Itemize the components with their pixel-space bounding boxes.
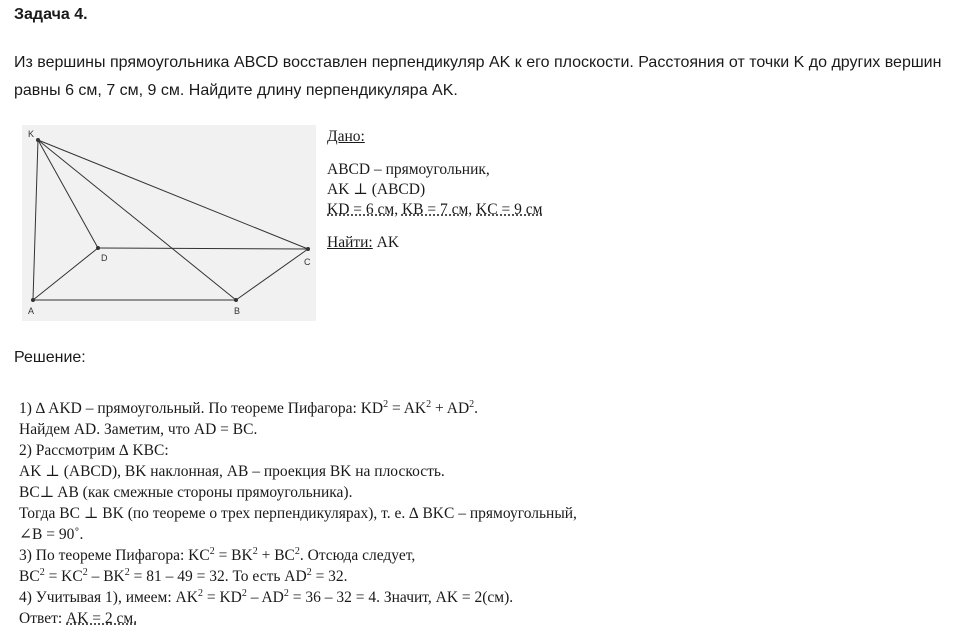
edge-kd bbox=[38, 140, 98, 248]
label-k: K bbox=[28, 129, 35, 139]
solution-heading: Решение: bbox=[14, 349, 86, 366]
point-k bbox=[36, 138, 40, 142]
answer-line bbox=[19, 608, 577, 629]
solution-line-10: 4) Учитывая 1), имеем: $AK^2 = KD^2 - AD^2 = 36 - 32 = 4$. Значит, AK = 2(см). bbox=[19, 587, 514, 606]
pyramid-diagram bbox=[22, 125, 316, 321]
label-d: D bbox=[101, 253, 108, 263]
find-value: AK bbox=[376, 234, 400, 251]
given-line-2: AK ⊥ (ABCD) bbox=[327, 181, 426, 198]
given-kb: KB = 7 см, bbox=[401, 201, 473, 218]
given-kc: KC = 9 см bbox=[476, 201, 543, 218]
answer-label: Ответ: bbox=[19, 610, 67, 627]
given-line-1: ABCD – прямоугольник, bbox=[327, 161, 490, 178]
find-label: Найти: bbox=[327, 234, 373, 251]
solution-line-4: AK ⊥ (ABCD), BK наклонная, AB – проекция BK на плоскость. bbox=[19, 463, 445, 480]
problem-statement: Из вершины прямоугольника ABCD восставлен перпендикуляр АK к его плоскости. Расстояния от точки K до других вершин равны 6 см, 7 см, 9 см. Найдите длину перпендикуляра АK. bbox=[14, 54, 942, 99]
point-a bbox=[31, 298, 35, 302]
label-b: B bbox=[234, 306, 241, 316]
point-b bbox=[234, 298, 238, 302]
solution-line-2: Найдем AD. Заметим, что AD = BC. bbox=[19, 421, 258, 438]
label-a: A bbox=[28, 306, 35, 316]
solution-line-9: $BC^2 = KC^2 - BK^2 = 81 - 49 = 32$. То есть $AD^2 = 32$. bbox=[19, 566, 348, 585]
solution-line-7: ∠B = 90˚. bbox=[19, 526, 84, 543]
point-d bbox=[96, 246, 100, 250]
answer-value: AK = 2 см. bbox=[66, 610, 138, 627]
given-block bbox=[327, 127, 542, 253]
solution-line-6: Тогда BC ⊥ BK (по теореме о трех перпендикулярах), т. е. ∆ BKC – прямоугольный, bbox=[19, 505, 577, 522]
solution-line-1: 1) ∆ AKD – прямоугольный. По теореме Пифагора: $KD^2 = AK^2 + AD^2$. bbox=[19, 398, 479, 417]
edge-ka bbox=[33, 140, 38, 300]
solution-line-8: 3) По теореме Пифагора: $KC^2 = BK^2 + BC^2$. Отсюда следует, bbox=[19, 545, 416, 564]
edge-kb bbox=[38, 140, 236, 300]
given-distances bbox=[327, 200, 542, 220]
task-title: Задача 4. bbox=[14, 6, 88, 23]
solution-line-5: BC⊥ AB (как смежные стороны прямоугольника). bbox=[19, 484, 353, 501]
edge-kc bbox=[38, 140, 308, 249]
point-c bbox=[306, 247, 310, 251]
label-c: C bbox=[304, 257, 311, 267]
given-heading: Дано: bbox=[327, 128, 365, 145]
solution-body bbox=[19, 398, 577, 629]
edge-dc bbox=[98, 248, 308, 249]
given-kd: KD = 6 см, bbox=[327, 201, 399, 218]
edge-bc bbox=[236, 249, 308, 300]
edge-ad bbox=[33, 248, 98, 300]
solution-line-3: 2) Рассмотрим ∆ KBC: bbox=[19, 442, 169, 459]
geometry-figure bbox=[22, 125, 316, 321]
find-row bbox=[327, 233, 542, 253]
